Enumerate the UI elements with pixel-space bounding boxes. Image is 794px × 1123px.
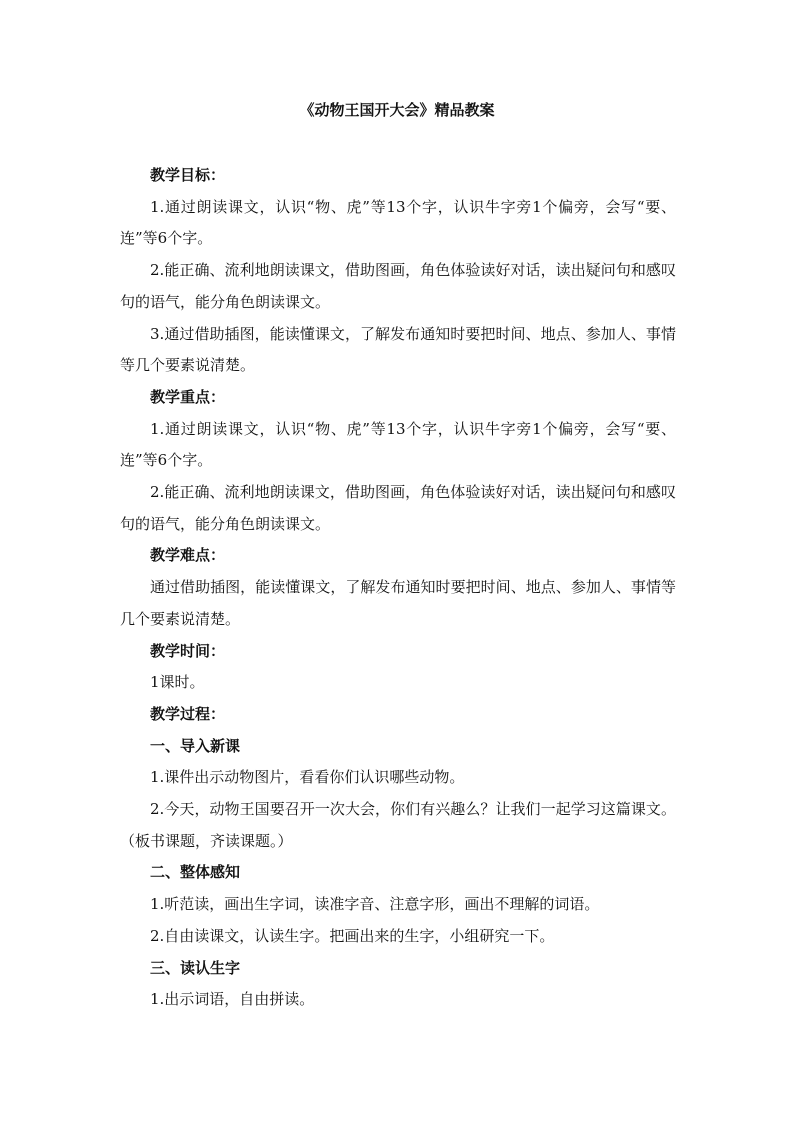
- body-paragraph: 2.今天，动物王国要召开一次大会，你们有兴趣么？让我们一起学习这篇课文。（板书课题，齐读课题。）: [120, 800, 676, 850]
- section-heading: 教学重点：: [150, 387, 226, 406]
- section-heading: 教学过程：: [150, 704, 226, 723]
- body-paragraph: 1.课件出示动物图片，看看你们认识哪些动物。: [150, 768, 465, 787]
- body-paragraph: 3.通过借助插图，能读懂课文，了解发布通知时要把时间、地点、参加人、事情等几个要素说清楚。: [120, 324, 676, 375]
- section-heading: 三、读认生字: [150, 958, 241, 977]
- section-heading: 教学时间：: [150, 641, 226, 660]
- body-paragraph: 1.听范读，画出生字词，读准字音、注意字形，画出不理解的词语。: [150, 895, 600, 914]
- body-paragraph: 2.能正确、流利地朗读课文，借助图画，角色体验读好对话，读出疑问句和感叹句的语气，能分角色朗读课文。: [120, 483, 676, 533]
- body-paragraph: 2.自由读课文，认读生字。把画出来的生字，小组研究一下。: [150, 926, 555, 945]
- section-heading: 教学目标：: [150, 166, 226, 184]
- document-title: 《动物王国开大会》精品教案: [299, 101, 495, 119]
- body-paragraph: 1.通过朗读课文，认识“物、虎”等13个字，认识牛字旁1个偏旁，会写“要、连”等6个字。: [120, 197, 676, 248]
- body-paragraph: 通过借助插图，能读懂课文，了解发布通知时要把时间、地点、参加人、事情等几个要素说清楚。: [120, 578, 676, 628]
- section-heading: 教学难点：: [150, 546, 226, 565]
- body-paragraph: 1.通过朗读课文，认识“物、虎”等13个字，认识牛字旁1个偏旁，会写“要、连”等6个字。: [120, 419, 676, 470]
- document-body: [120, 160, 676, 1016]
- body-paragraph: 1课时。: [150, 673, 205, 692]
- body-paragraph: 2.能正确、流利地朗读课文，借助图画，角色体验读好对话，读出疑问句和感叹句的语气，能分角色朗读课文。: [120, 261, 676, 311]
- section-heading: 一、导入新课: [150, 736, 241, 755]
- body-paragraph: 1.出示词语，自由拼读。: [150, 990, 315, 1009]
- section-heading: 二、整体感知: [150, 863, 241, 882]
